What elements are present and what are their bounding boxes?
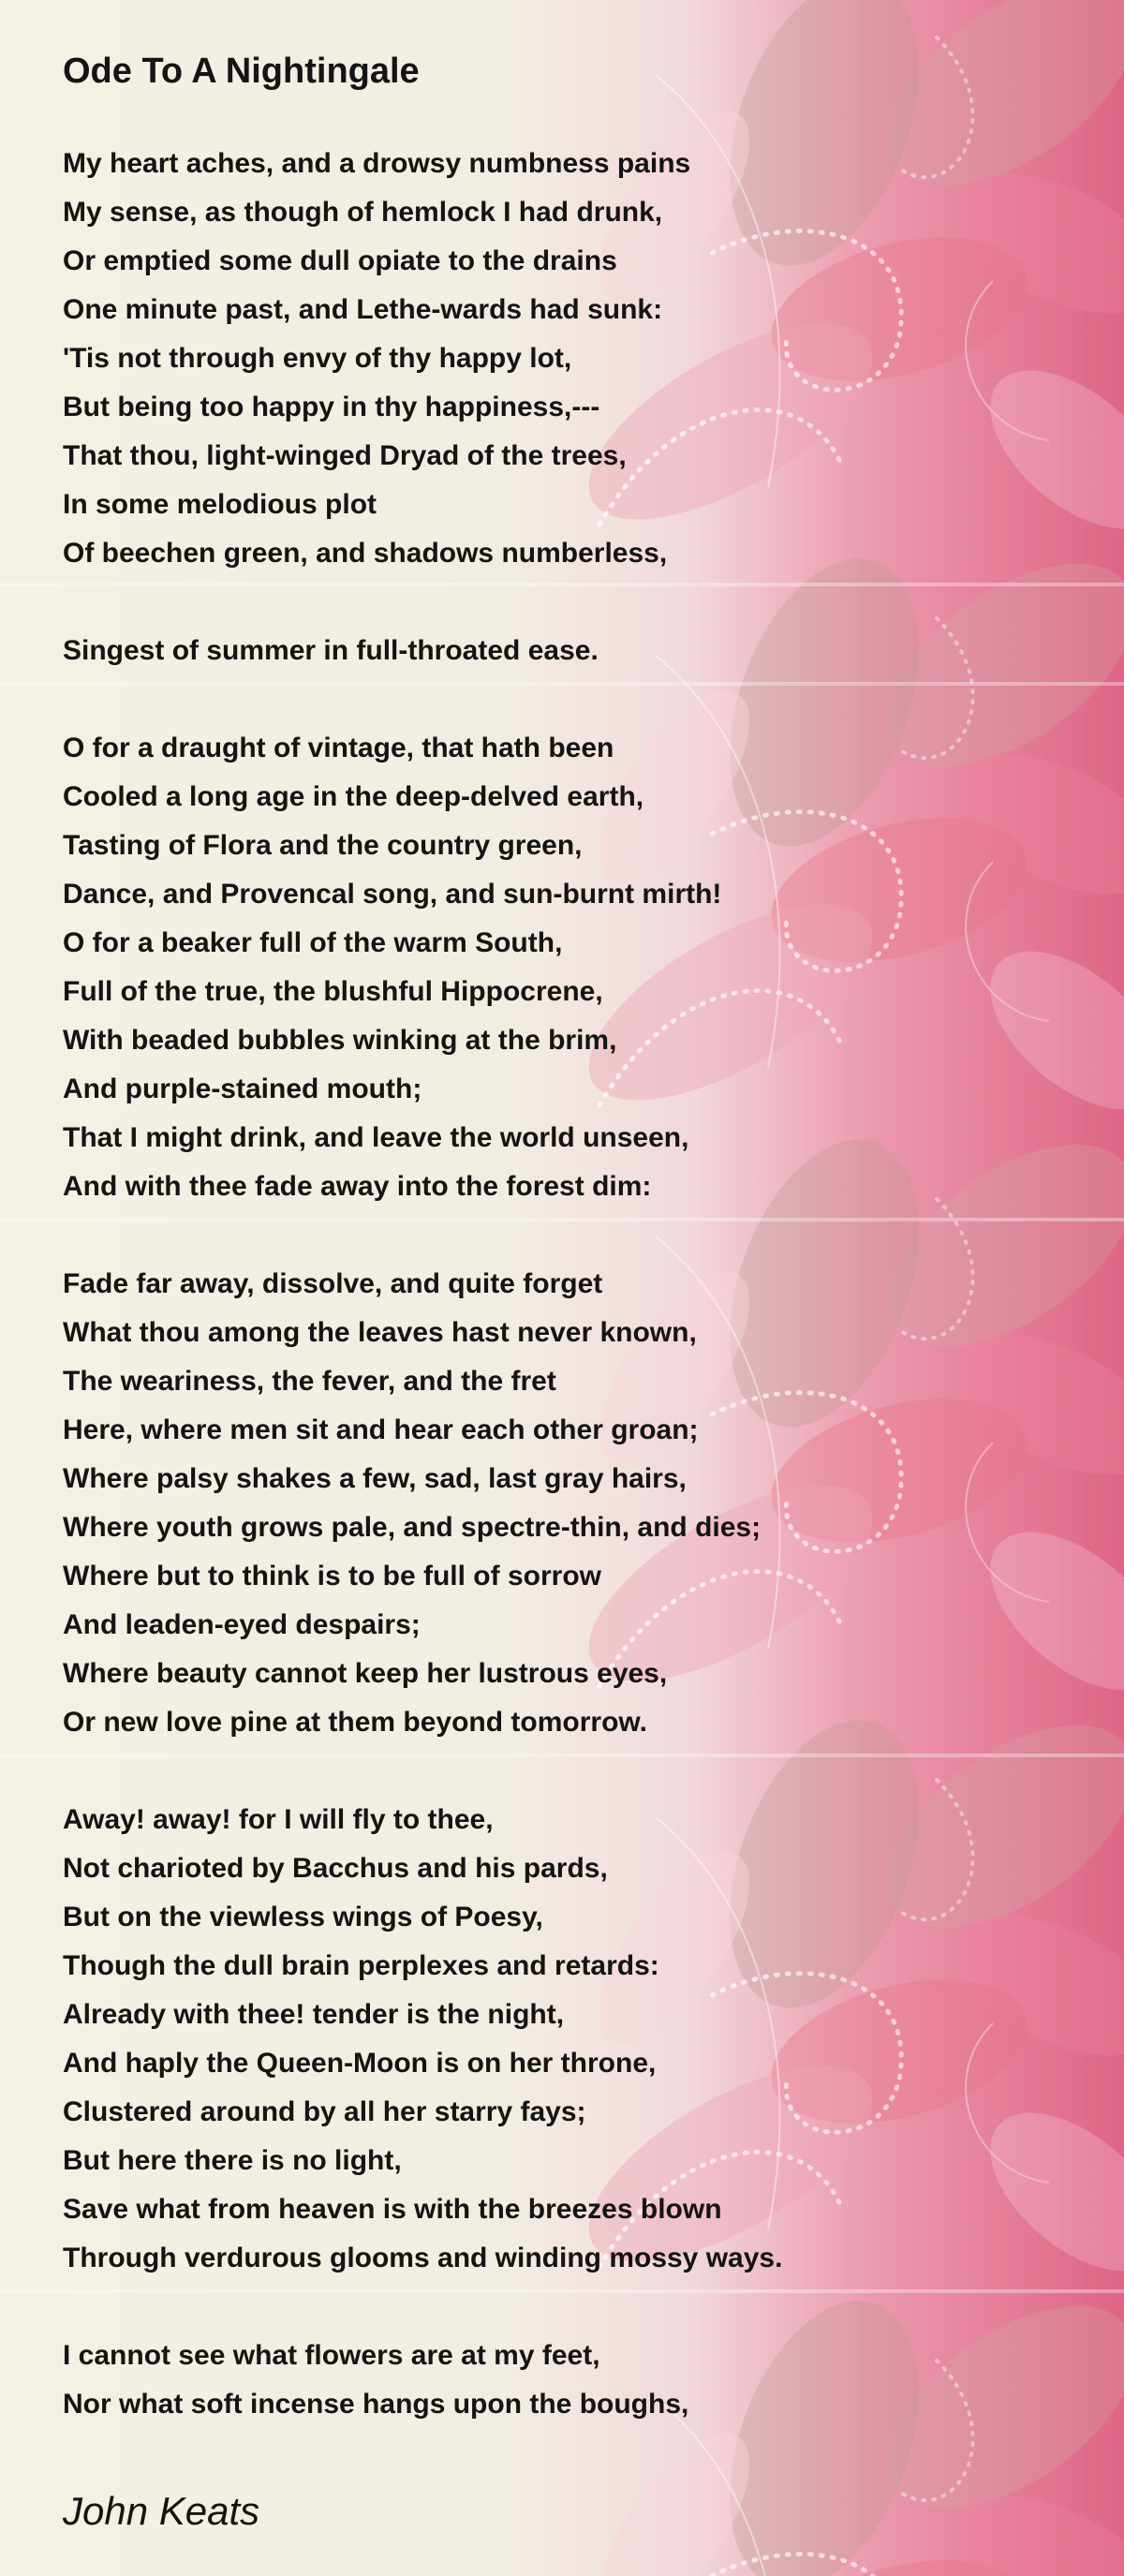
poem-line: Tasting of Flora and the country green, [63, 830, 583, 861]
poem-line: Clustered around by all her starry fays; [63, 2096, 586, 2127]
poem-line: Or emptied some dull opiate to the drains [63, 245, 617, 276]
poem-line: 'Tis not through envy of thy happy lot, [63, 343, 572, 374]
poem-line: Full of the true, the blushful Hippocrene, [63, 976, 603, 1007]
poem-line: In some melodious plot [63, 489, 377, 520]
poem-line: One minute past, and Lethe-wards had sunk: [63, 294, 663, 325]
poem-line: O for a beaker full of the warm South, [63, 927, 563, 958]
poem-line: And leaden-eyed despairs; [63, 1609, 421, 1640]
poem-line: Cooled a long age in the deep-delved earth, [63, 781, 644, 812]
poet-name: John Keats [63, 2489, 260, 2533]
poem-line: Where but to think is to be full of sorrow [63, 1561, 601, 1591]
poem-line: What thou among the leaves hast never known, [63, 1317, 697, 1348]
poem-line: Through verdurous glooms and winding mossy ways. [63, 2243, 783, 2273]
poem-title: Ode To A Nightingale [63, 52, 420, 91]
poem-line: Away! away! for I will fly to thee, [63, 1804, 494, 1835]
poem-line: Of beechen green, and shadows numberless, [63, 538, 668, 569]
poem-line: Where beauty cannot keep her lustrous eyes, [63, 1658, 668, 1689]
poem-line: Nor what soft incense hangs upon the boughs, [63, 2389, 689, 2420]
poem-line: Where youth grows pale, and spectre-thin, and dies; [63, 1512, 762, 1543]
poem-line: And haply the Queen-Moon is on her throne, [63, 2048, 657, 2079]
poem-line: Or new love pine at them beyond tomorrow. [63, 1707, 647, 1738]
poem-line: Where palsy shakes a few, sad, last gray hairs, [63, 1463, 687, 1494]
poem-line: Not charioted by Bacchus and his pards, [63, 1853, 608, 1884]
poem-line: O for a draught of vintage, that hath been [63, 733, 614, 763]
poem-line: The weariness, the fever, and the fret [63, 1366, 556, 1397]
poem-line: Dance, and Provencal song, and sun-burnt mirth! [63, 879, 722, 910]
poem-line: I cannot see what flowers are at my feet, [63, 2340, 600, 2371]
poem-line: That I might drink, and leave the world unseen, [63, 1122, 689, 1153]
poem-line: And purple-stained mouth; [63, 1073, 422, 1104]
poem-line: But being too happy in thy happiness,--- [63, 392, 600, 422]
poem-line: Singest of summer in full-throated ease. [63, 635, 599, 666]
poem-line: That thou, light-winged Dryad of the trees, [63, 440, 627, 471]
poem-line: But here there is no light, [63, 2145, 402, 2176]
poem-line: Save what from heaven is with the breezes blown [63, 2194, 722, 2225]
poem-line: My heart aches, and a drowsy numbness pains [63, 148, 691, 179]
poem-line: Fade far away, dissolve, and quite forget [63, 1268, 603, 1299]
poem-line: And with thee fade away into the forest dim: [63, 1171, 652, 1202]
poem-line: Already with thee! tender is the night, [63, 1999, 565, 2030]
poem-line: Here, where men sit and hear each other groan; [63, 1414, 699, 1445]
poem-line: Though the dull brain perplexes and retards: [63, 1950, 659, 1981]
poem-line: My sense, as though of hemlock I had drunk, [63, 197, 663, 228]
poem-line: But on the viewless wings of Poesy, [63, 1902, 543, 1932]
poem-line: With beaded bubbles winking at the brim, [63, 1025, 617, 1056]
